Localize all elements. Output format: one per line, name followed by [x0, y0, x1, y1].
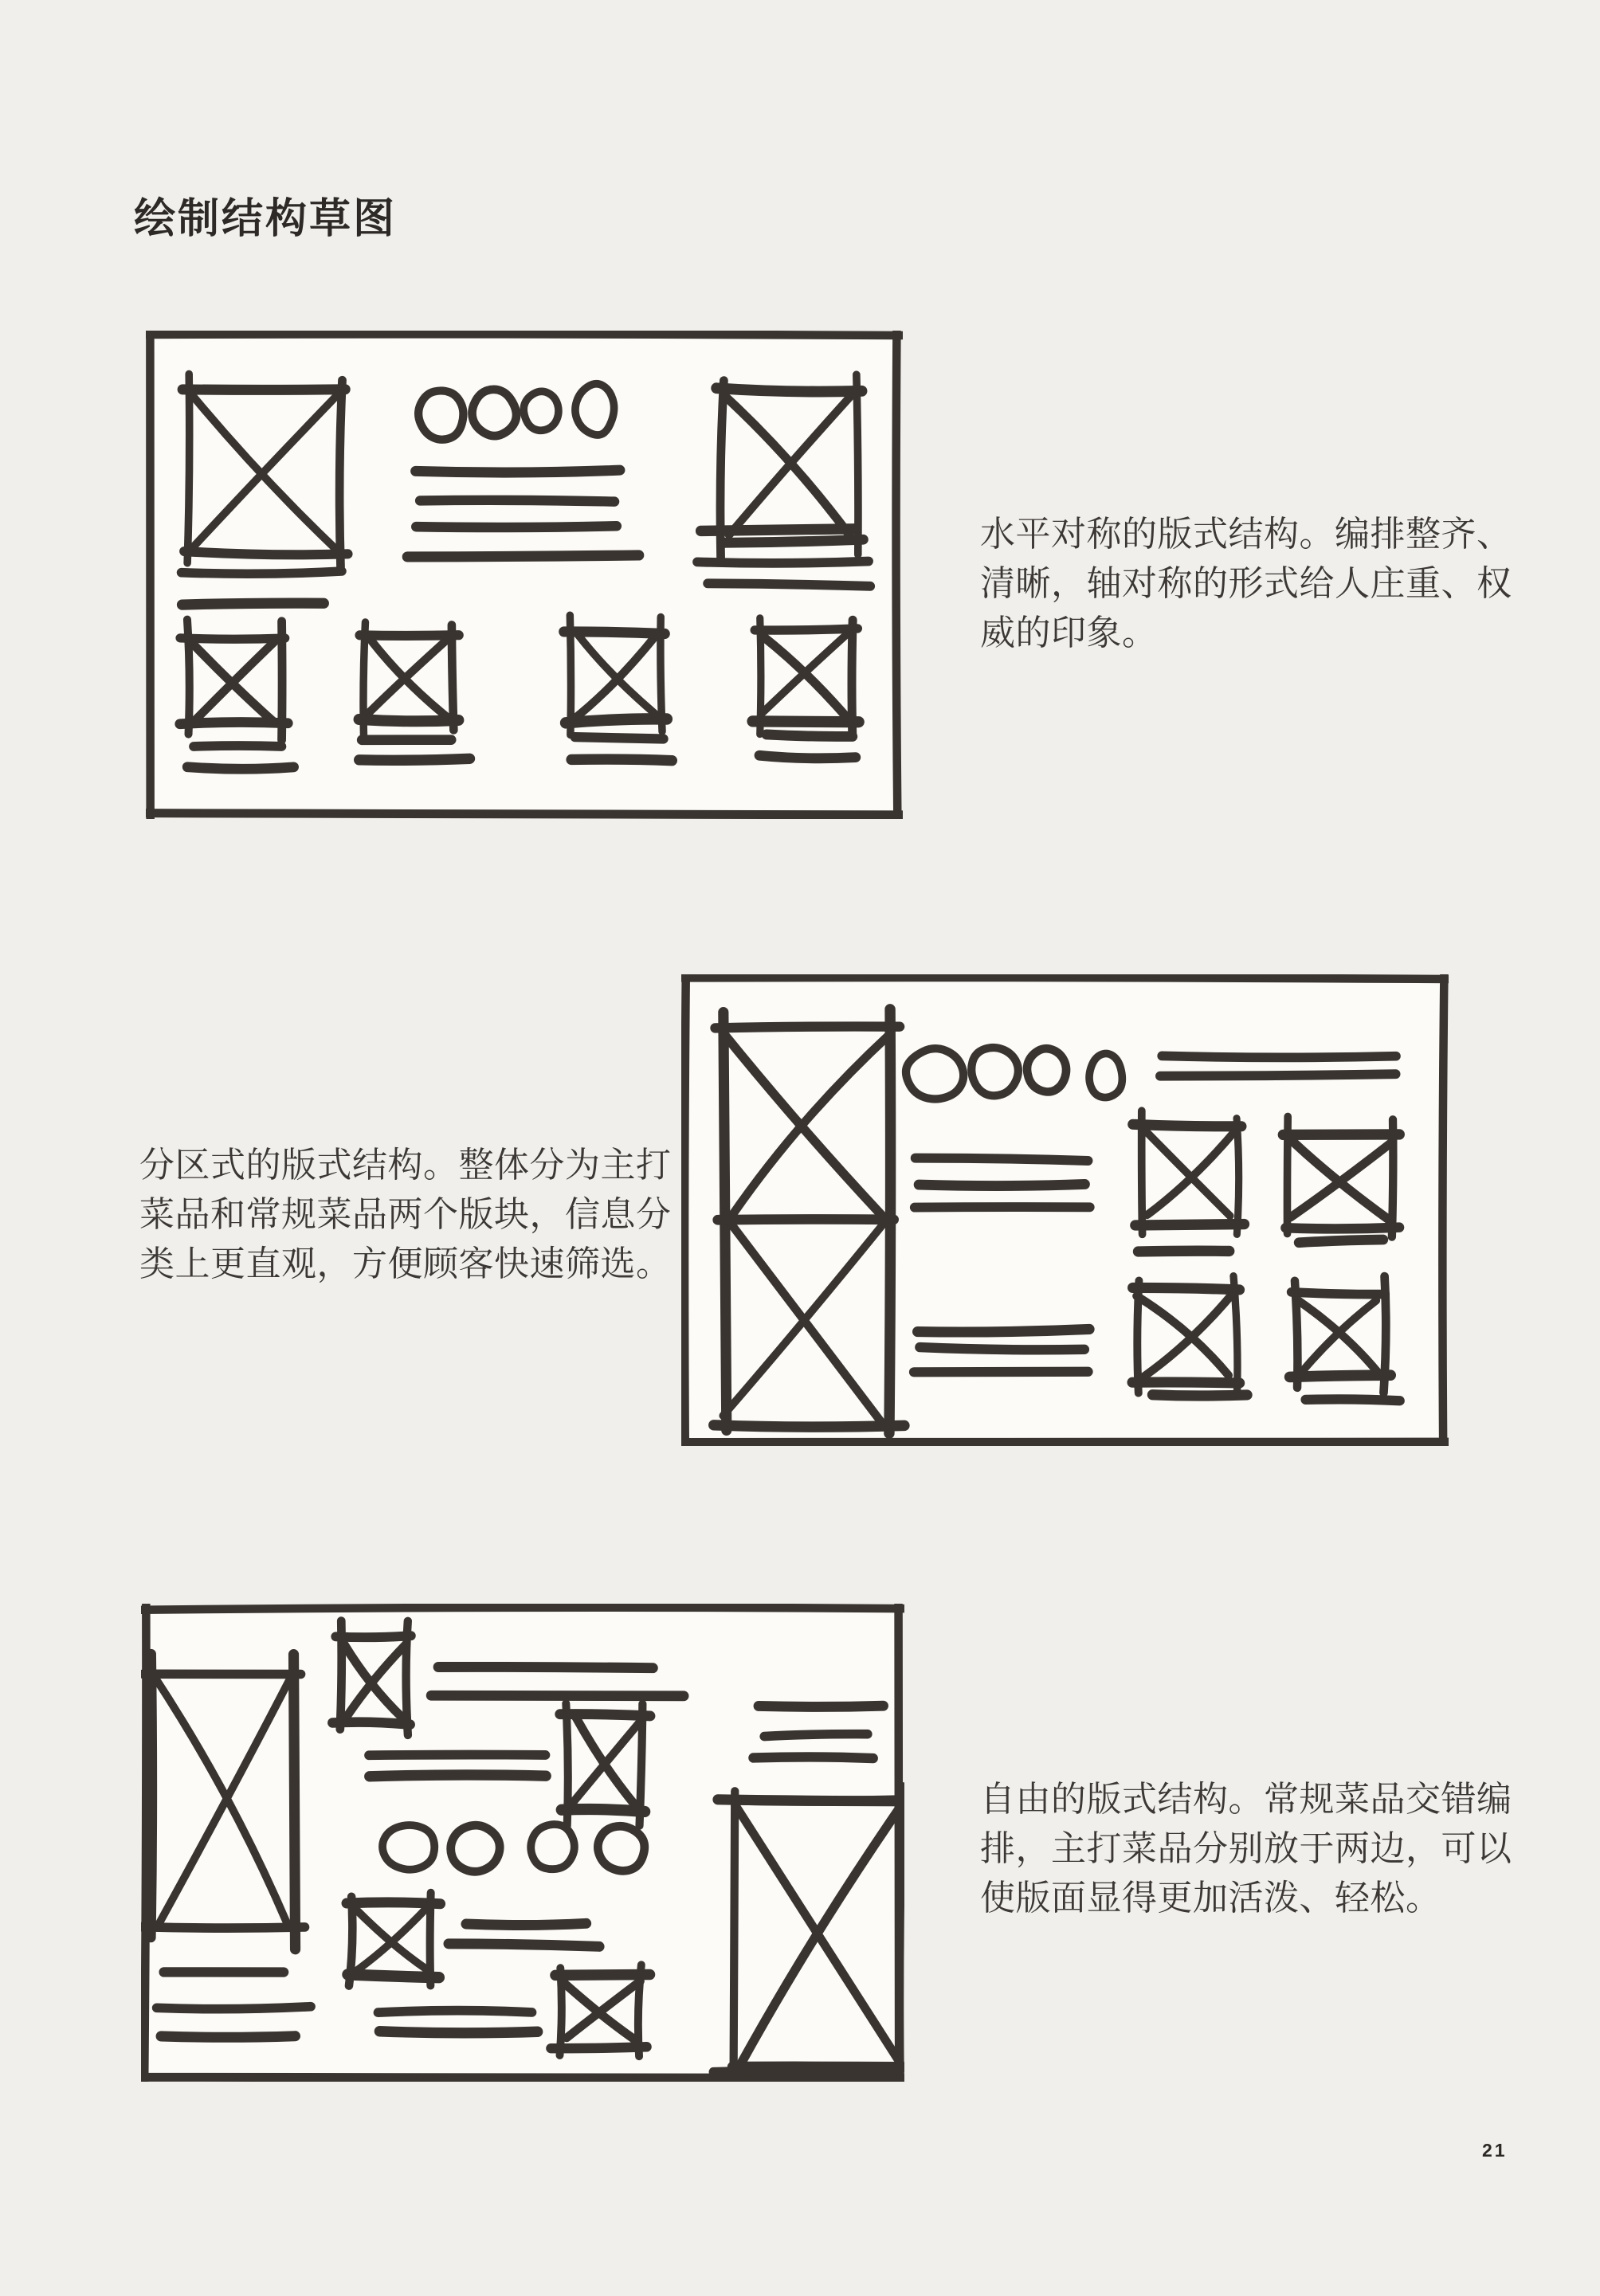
text-placeholder-line — [151, 1654, 152, 1937]
box-edge — [721, 539, 863, 543]
box-edge — [755, 629, 857, 630]
text-placeholder-line — [916, 1158, 1088, 1161]
text-placeholder-line — [764, 1734, 868, 1737]
text-placeholder-line — [359, 758, 470, 760]
box-edge — [1133, 1124, 1241, 1126]
text-placeholder-line — [182, 571, 342, 574]
caption-line: 分区式的版式结构。整体分为主打 — [139, 1146, 672, 1185]
box-edge — [1292, 1292, 1386, 1295]
caption-line: 自由的版式结构。常规菜品交错编 — [980, 1780, 1512, 1819]
text-placeholder-line — [713, 2070, 899, 2071]
text-placeholder-line — [708, 583, 870, 586]
box-edge — [1237, 1119, 1239, 1235]
box-edge — [555, 1974, 650, 1975]
text-placeholder-line — [420, 500, 614, 502]
text-placeholder-line — [718, 1800, 904, 1801]
text-placeholder-line — [369, 1755, 545, 1756]
text-placeholder-line — [915, 1207, 1090, 1208]
caption-line: 类上更直观，方便顾客快速筛选。 — [139, 1244, 672, 1283]
box-edge — [359, 635, 458, 636]
box-edge — [184, 551, 347, 554]
text-placeholder-line — [1138, 1251, 1229, 1252]
text-placeholder-line — [161, 2036, 295, 2038]
page-title: 绘制结构草图 — [134, 196, 398, 242]
caption-sketch-1 — [980, 510, 1512, 658]
text-placeholder-line — [914, 1372, 1088, 1373]
text-placeholder-line — [1162, 1056, 1396, 1057]
box-edge — [339, 380, 342, 567]
frame-edge — [141, 1608, 904, 1610]
text-placeholder-line — [767, 735, 853, 736]
text-placeholder-line — [715, 1026, 900, 1028]
box-edge — [180, 638, 285, 639]
text-placeholder-line — [378, 2011, 531, 2013]
box-edge — [566, 719, 667, 723]
box-edge — [359, 719, 459, 721]
box-edge — [562, 1809, 645, 1812]
text-placeholder-line — [379, 2032, 537, 2033]
box-edge — [1133, 1287, 1240, 1290]
frame-edge — [146, 334, 903, 335]
text-placeholder-line — [449, 1944, 599, 1946]
text-placeholder-line — [416, 470, 620, 472]
text-placeholder-line — [466, 1923, 586, 1925]
text-placeholder-line — [1160, 1074, 1396, 1076]
box-edge — [551, 2047, 646, 2048]
caption-sketch-3 — [980, 1775, 1512, 1923]
box-edge — [347, 1974, 438, 1977]
sketch-symmetric-wireframe — [146, 331, 903, 819]
text-placeholder-line — [753, 1757, 873, 1758]
text-placeholder-line — [1306, 1399, 1400, 1401]
text-placeholder-line — [697, 561, 869, 562]
caption-line: 菜品和常规菜品两个版块，信息分 — [139, 1195, 672, 1234]
box-edge — [332, 1722, 410, 1725]
box-edge — [452, 625, 453, 730]
text-placeholder-line — [370, 1775, 546, 1777]
page-number: 21 — [1482, 2140, 1508, 2161]
text-placeholder-line — [416, 526, 616, 527]
text-placeholder-line — [187, 767, 293, 770]
text-placeholder-line — [1152, 1395, 1247, 1396]
caption-line: 水平对称的版式结构。编排整齐、 — [980, 515, 1512, 554]
text-placeholder-line — [919, 1184, 1084, 1185]
text-placeholder-line — [294, 1655, 296, 1949]
box-edge — [716, 388, 861, 391]
frame-edge — [150, 331, 151, 819]
frame-edge — [141, 2077, 904, 2078]
caption-sketch-2 — [139, 1141, 672, 1289]
box-edge — [734, 1791, 735, 2077]
text-placeholder-line — [157, 2007, 312, 2009]
box-edge — [753, 721, 859, 722]
caption-line: 排，主打菜品分别放于两边，可以 — [980, 1829, 1512, 1868]
text-placeholder-line — [407, 555, 638, 557]
box-edge — [1135, 1224, 1245, 1225]
frame-edge — [896, 331, 898, 819]
text-placeholder-line — [918, 1329, 1090, 1332]
box-edge — [900, 1786, 904, 2080]
frame-edge — [684, 974, 686, 1446]
box-edge — [1285, 1228, 1399, 1229]
caption-line: 使版面显得更加活泼、轻松。 — [980, 1879, 1441, 1918]
frame-edge — [1442, 974, 1444, 1446]
box-edge — [335, 1636, 411, 1637]
box-edge — [1132, 1382, 1240, 1383]
text-placeholder-line — [571, 759, 672, 761]
sketch-zoned-wireframe — [681, 974, 1449, 1446]
text-placeholder-line — [701, 529, 857, 531]
text-placeholder-line — [431, 1695, 684, 1696]
sketch-free-wireframe — [141, 1604, 904, 2082]
text-placeholder-line — [718, 1219, 894, 1220]
text-placeholder-line — [1299, 1240, 1383, 1243]
frame-edge — [146, 813, 903, 814]
frame-edge — [681, 1442, 1449, 1443]
text-placeholder-line — [759, 755, 856, 758]
caption-line: 清晰，轴对称的形式给人庄重、权 — [980, 564, 1512, 603]
frame-edge — [681, 978, 1449, 979]
caption-line: 威的印象。 — [980, 613, 1158, 652]
text-placeholder-line — [714, 1425, 904, 1427]
text-placeholder-line — [920, 1347, 1084, 1350]
text-placeholder-line — [141, 1927, 304, 1929]
text-placeholder-line — [575, 737, 664, 739]
text-placeholder-line — [182, 603, 324, 605]
box-edge — [187, 374, 190, 562]
